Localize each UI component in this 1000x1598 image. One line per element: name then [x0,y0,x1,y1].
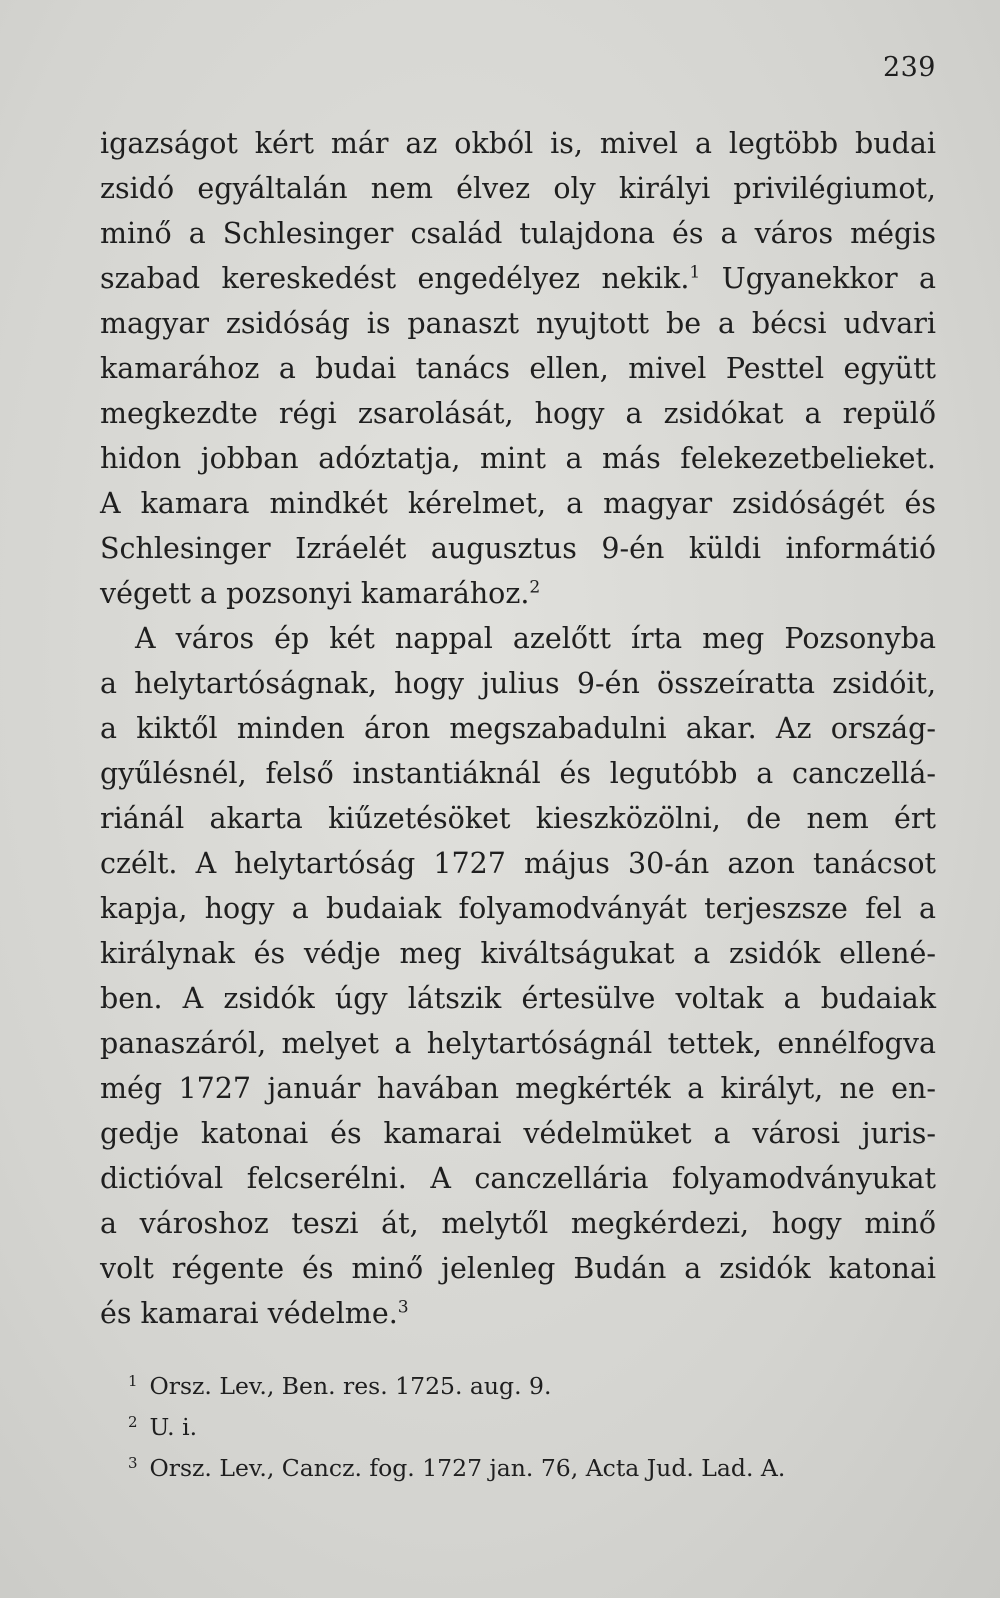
text-line: A kamara mindkét kérelmet, a magyar zsidóságét és [100,487,936,520]
footnote-ref: 2 [529,577,541,598]
footnote [128,1361,958,1402]
text-line: kamarához a budai tanács ellen, mivel Pesttel együtt [100,352,936,385]
footnote-mark: 1 [128,1372,138,1390]
line-text: szabad kereskedést engedélyez nekik. [100,262,690,295]
text-line: igazságot kért már az okból is, mivel a legtöbb budai [100,127,936,160]
text-line: zsidó egyáltalán nem élvez oly királyi privilégiumot, [100,172,936,205]
footnote-mark: 3 [128,1454,138,1472]
footnote-ref: 1 [689,262,701,283]
text-line: a városhoz teszi át, melytől megkérdezi, hogy minő [100,1207,936,1240]
text-line: A város ép két nappal azelőtt írta meg Pozsonyba [135,622,936,655]
text-line: hidon jobban adóztatja, mint a más felekezetbelieket. [100,442,936,475]
footnote-text: Orsz. Lev., Ben. res. 1725. aug. 9. [149,1372,552,1400]
text-line: czélt. A helytartóság 1727 május 30-án azon tanácsot [100,847,936,880]
text-line: a helytartóságnak, hogy julius 9-én összeíratta zsidóit, [100,667,936,700]
text-line: magyar zsidóság is panaszt nyujtott be a bécsi udvari [100,307,936,340]
footnote-ref: 3 [397,1297,409,1318]
text-line: a kiktől minden áron megszabadulni akar. Az ország- [100,712,936,745]
text-line: királynak és védje meg kiváltságukat a zsidók ellené- [100,937,936,970]
text-line: kapja, hogy a budaiak folyamodványát terjeszsze fel a [100,892,936,925]
text-line: panaszáról, melyet a helytartóságnál tettek, ennélfogva [100,1027,936,1060]
text-line [100,571,936,617]
line-text: végett a pozsonyi kamarához. [100,577,530,610]
text-line: gyűlésnél, felső instantiáknál és legutóbb a canczellá- [100,757,936,790]
text-line: riánál akarta kiűzetésöket kieszközölni, de nem ért [100,802,936,835]
text-line: minő a Schlesinger család tulajdona és a város mégis [100,217,936,250]
footnote [128,1402,958,1443]
page-number: 239 [882,52,936,83]
text-line: megkezdte régi zsarolását, hogy a zsidókat a repülő [100,397,936,430]
text-line [100,256,936,302]
text-line: ben. A zsidók úgy látszik értesülve voltak a budaiak [100,982,936,1015]
line-text: és kamarai védelme. [100,1297,398,1330]
footnote-text: U. i. [149,1413,198,1441]
text-line: még 1727 január havában megkérték a királyt, ne en- [100,1072,936,1105]
footnote-text: Orsz. Lev., Cancz. fog. 1727 jan. 76, Acta Jud. Lad. A. [149,1454,786,1482]
footnote-mark: 2 [128,1413,138,1431]
text-line: dictióval felcserélni. A canczellária folyamodványukat [100,1162,936,1195]
line-text: Ugyanekkor a [721,262,937,295]
text-line: Schlesinger Izráelét augusztus 9-én küldi informátió [100,532,936,565]
text-line [100,1291,936,1337]
text-line: gedje katonai és kamarai védelmüket a városi juris- [100,1117,936,1150]
footnotes [128,1361,958,1484]
footnote [128,1443,958,1484]
text-line: volt régente és minő jelenleg Budán a zsidók katonai [100,1252,936,1285]
